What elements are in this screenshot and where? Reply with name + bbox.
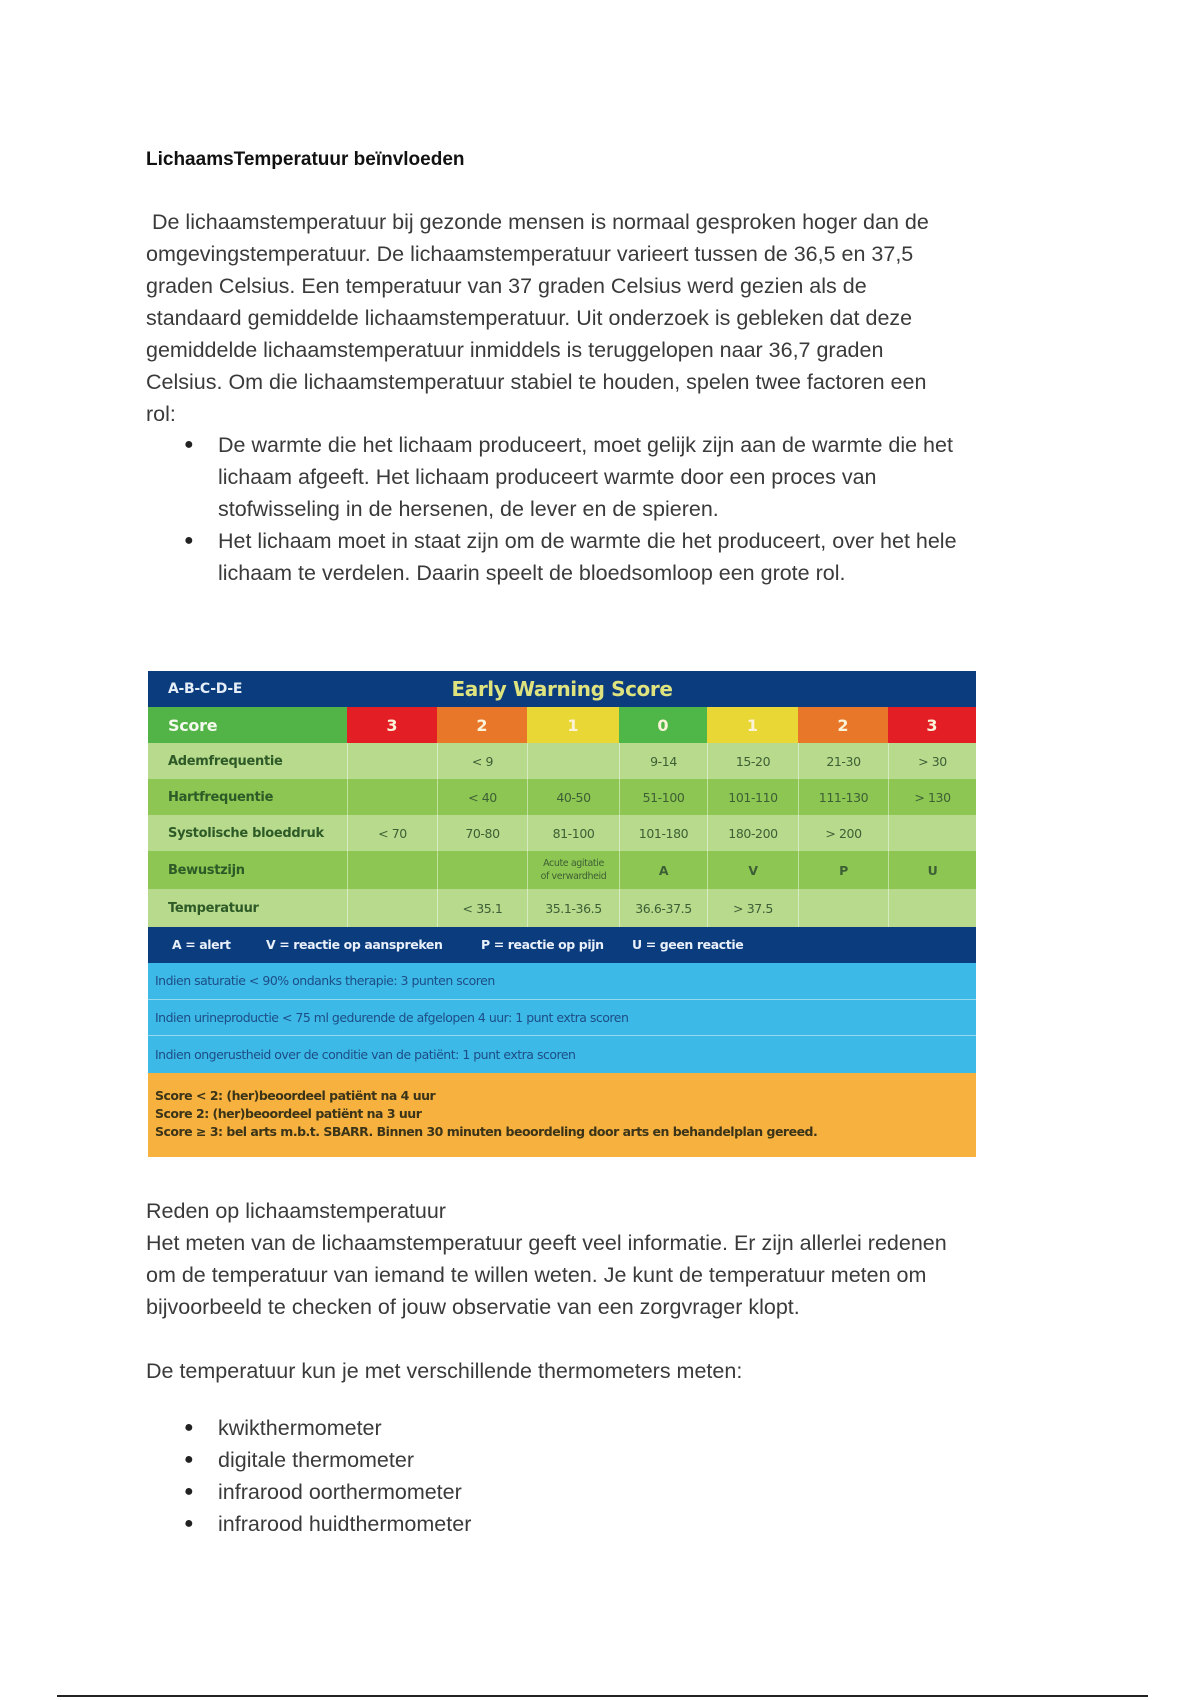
- text-line: lichaam afgeeft. Het lichaam produceert warmte door een proces van: [218, 465, 877, 489]
- legend-item: A = alert: [172, 937, 231, 952]
- row-label: Hartfrequentie: [168, 789, 274, 805]
- table-cell: 21-30: [798, 743, 888, 779]
- table-cell: 101-180: [619, 815, 707, 851]
- table-cell: V: [707, 851, 798, 889]
- consciousness-legend: [148, 927, 976, 963]
- text-line: Het meten van de lichaamstemperatuur geeft veel informatie. Er zijn allerlei redenen: [146, 1231, 947, 1255]
- table-cell: > 30: [888, 743, 976, 779]
- note-row: [148, 1035, 976, 1073]
- bullet-icon: ●: [184, 436, 194, 453]
- table-cell: 81-100: [527, 815, 619, 851]
- table-cell: [798, 889, 888, 927]
- note-row: [148, 963, 976, 999]
- advice-line: Score ≥ 3: bel arts m.b.t. SBARR. Binnen 30 minuten beoordeling door arts en behandelplan gereed.: [155, 1124, 818, 1139]
- row-label: Systolische bloeddruk: [168, 825, 324, 841]
- table-cell: [347, 851, 437, 889]
- row-label: Ademfrequentie: [168, 753, 283, 769]
- list-item: [180, 1444, 1080, 1476]
- text-line: graden Celsius. Een temperatuur van 37 graden Celsius werd gezien als de: [146, 274, 867, 298]
- score-cell: 2: [798, 707, 888, 743]
- legend-item: V = reactie op aanspreken: [266, 937, 443, 952]
- score-cell: 2: [437, 707, 527, 743]
- section-title: Reden op lichaamstemperatuur: [146, 1199, 446, 1223]
- list-item: [180, 1476, 1080, 1508]
- score-label: Score: [148, 707, 347, 743]
- table-cell: < 40: [437, 779, 527, 815]
- bullet-icon: ●: [184, 1451, 194, 1468]
- page-heading: LichaamsTemperatuur beïnvloeden: [146, 149, 465, 170]
- text-line: standaard gemiddelde lichaamstemperatuur. Uit onderzoek is gebleken dat deze: [146, 306, 913, 330]
- score-cell: 1: [527, 707, 619, 743]
- bullet-icon: ●: [184, 1515, 194, 1532]
- table-cell: 51-100: [619, 779, 707, 815]
- thermometer-name: digitale thermometer: [218, 1448, 414, 1472]
- list-item: [180, 429, 1080, 525]
- table-cell: 70-80: [437, 815, 527, 851]
- thermometer-name: infrarood oorthermometer: [218, 1480, 462, 1504]
- row-label: Bewustzijn: [168, 862, 245, 878]
- table-cell: 15-20: [707, 743, 798, 779]
- table-cell: [347, 889, 437, 927]
- table-cell: P: [798, 851, 888, 889]
- text-line: Acute agitatie: [543, 858, 604, 869]
- blank-line: [146, 1323, 1046, 1355]
- table-cell: [347, 779, 437, 815]
- text-line: of verwardheid: [540, 871, 607, 882]
- legend-item: P = reactie op pijn: [481, 937, 604, 952]
- text-line: Het lichaam moet in staat zijn om de warmte die het produceert, over het hele: [218, 529, 957, 553]
- table-cell: 36.6-37.5: [619, 889, 707, 927]
- table-cell: A: [619, 851, 707, 889]
- reasons-section: [146, 1195, 1046, 1387]
- bullet-icon: ●: [184, 1483, 194, 1500]
- ews-header: [148, 671, 976, 707]
- bullet-icon: ●: [184, 532, 194, 549]
- score-row: [148, 707, 976, 743]
- table-cell: [888, 815, 976, 851]
- score-cell: 0: [619, 707, 707, 743]
- factors-list: [180, 429, 1080, 589]
- text-line: gemiddelde lichaamstemperatuur inmiddels is teruggelopen naar 36,7 graden: [146, 338, 884, 362]
- table-cell: [527, 743, 619, 779]
- table-cell: U: [888, 851, 976, 889]
- intro-paragraph: [146, 206, 1046, 430]
- table-row: [148, 815, 976, 851]
- table-cell: 40-50: [527, 779, 619, 815]
- table-cell: > 130: [888, 779, 976, 815]
- table-row: [148, 851, 976, 889]
- text-line: om de temperatuur van iemand te willen weten. Je kunt de temperatuur meten om: [146, 1263, 927, 1287]
- abcde-label: A-B-C-D-E: [168, 681, 243, 697]
- ews-title: Early Warning Score: [451, 677, 673, 701]
- legend-item: U = geen reactie: [632, 937, 744, 952]
- note-text: Indien saturatie < 90% ondanks therapie: 3 punten scoren: [155, 973, 495, 988]
- table-cell-acute-agitatie: [527, 851, 619, 889]
- bullet-icon: ●: [184, 1419, 194, 1436]
- text-line: De lichaamstemperatuur bij gezonde mensen is normaal gesproken hoger dan de: [146, 210, 929, 234]
- table-cell: < 35.1: [437, 889, 527, 927]
- list-item: [180, 1508, 1080, 1540]
- thermometer-list: [180, 1412, 1080, 1540]
- table-cell: > 37.5: [707, 889, 798, 927]
- table-cell: 35.1-36.5: [527, 889, 619, 927]
- list-item: [180, 1412, 1080, 1444]
- table-cell: [437, 851, 527, 889]
- table-cell: > 200: [798, 815, 888, 851]
- text-line: omgevingstemperatuur. De lichaamstemperatuur varieert tussen de 36,5 en 37,5: [146, 242, 914, 266]
- page-bottom-rule: [57, 1695, 1148, 1697]
- table-row: [148, 889, 976, 927]
- text-line: stofwisseling in de hersenen, de lever en de spieren.: [218, 497, 719, 521]
- note-text: Indien urineproductie < 75 ml gedurende de afgelopen 4 uur: 1 punt extra scoren: [155, 1010, 629, 1025]
- table-cell: 180-200: [707, 815, 798, 851]
- score-cell: 3: [347, 707, 437, 743]
- table-row: [148, 779, 976, 815]
- text-line: rol:: [146, 402, 176, 426]
- note-text: Indien ongerustheid over de conditie van de patiënt: 1 punt extra scoren: [155, 1047, 576, 1062]
- score-cell: 3: [888, 707, 976, 743]
- text-line: bijvoorbeeld te checken of jouw observatie van een zorgvrager klopt.: [146, 1295, 800, 1319]
- table-cell: < 9: [437, 743, 527, 779]
- text-line: Celsius. Om die lichaamstemperatuur stabiel te houden, spelen twee factoren een: [146, 370, 927, 394]
- thermometer-intro: De temperatuur kun je met verschillende thermometers meten:: [146, 1359, 743, 1383]
- text-line: lichaam te verdelen. Daarin speelt de bloedsomloop een grote rol.: [218, 561, 846, 585]
- thermometer-name: infrarood huidthermometer: [218, 1512, 472, 1536]
- table-cell: < 70: [347, 815, 437, 851]
- score-cell: 1: [707, 707, 798, 743]
- early-warning-score-table: [148, 671, 976, 1157]
- table-cell: 9-14: [619, 743, 707, 779]
- text-line: De warmte die het lichaam produceert, moet gelijk zijn aan de warmte die het: [218, 433, 953, 457]
- row-label: Temperatuur: [168, 900, 259, 916]
- note-row: [148, 999, 976, 1035]
- list-item: [180, 525, 1080, 589]
- table-cell: 111-130: [798, 779, 888, 815]
- advice-line: Score 2: (her)beoordeel patiënt na 3 uur: [155, 1106, 422, 1121]
- thermometer-name: kwikthermometer: [218, 1416, 382, 1440]
- table-cell: 101-110: [707, 779, 798, 815]
- advice-line: Score < 2: (her)beoordeel patiënt na 4 uur: [155, 1088, 436, 1103]
- table-cell: [347, 743, 437, 779]
- table-cell: [888, 889, 976, 927]
- table-row: [148, 743, 976, 779]
- advice-box: [148, 1073, 976, 1157]
